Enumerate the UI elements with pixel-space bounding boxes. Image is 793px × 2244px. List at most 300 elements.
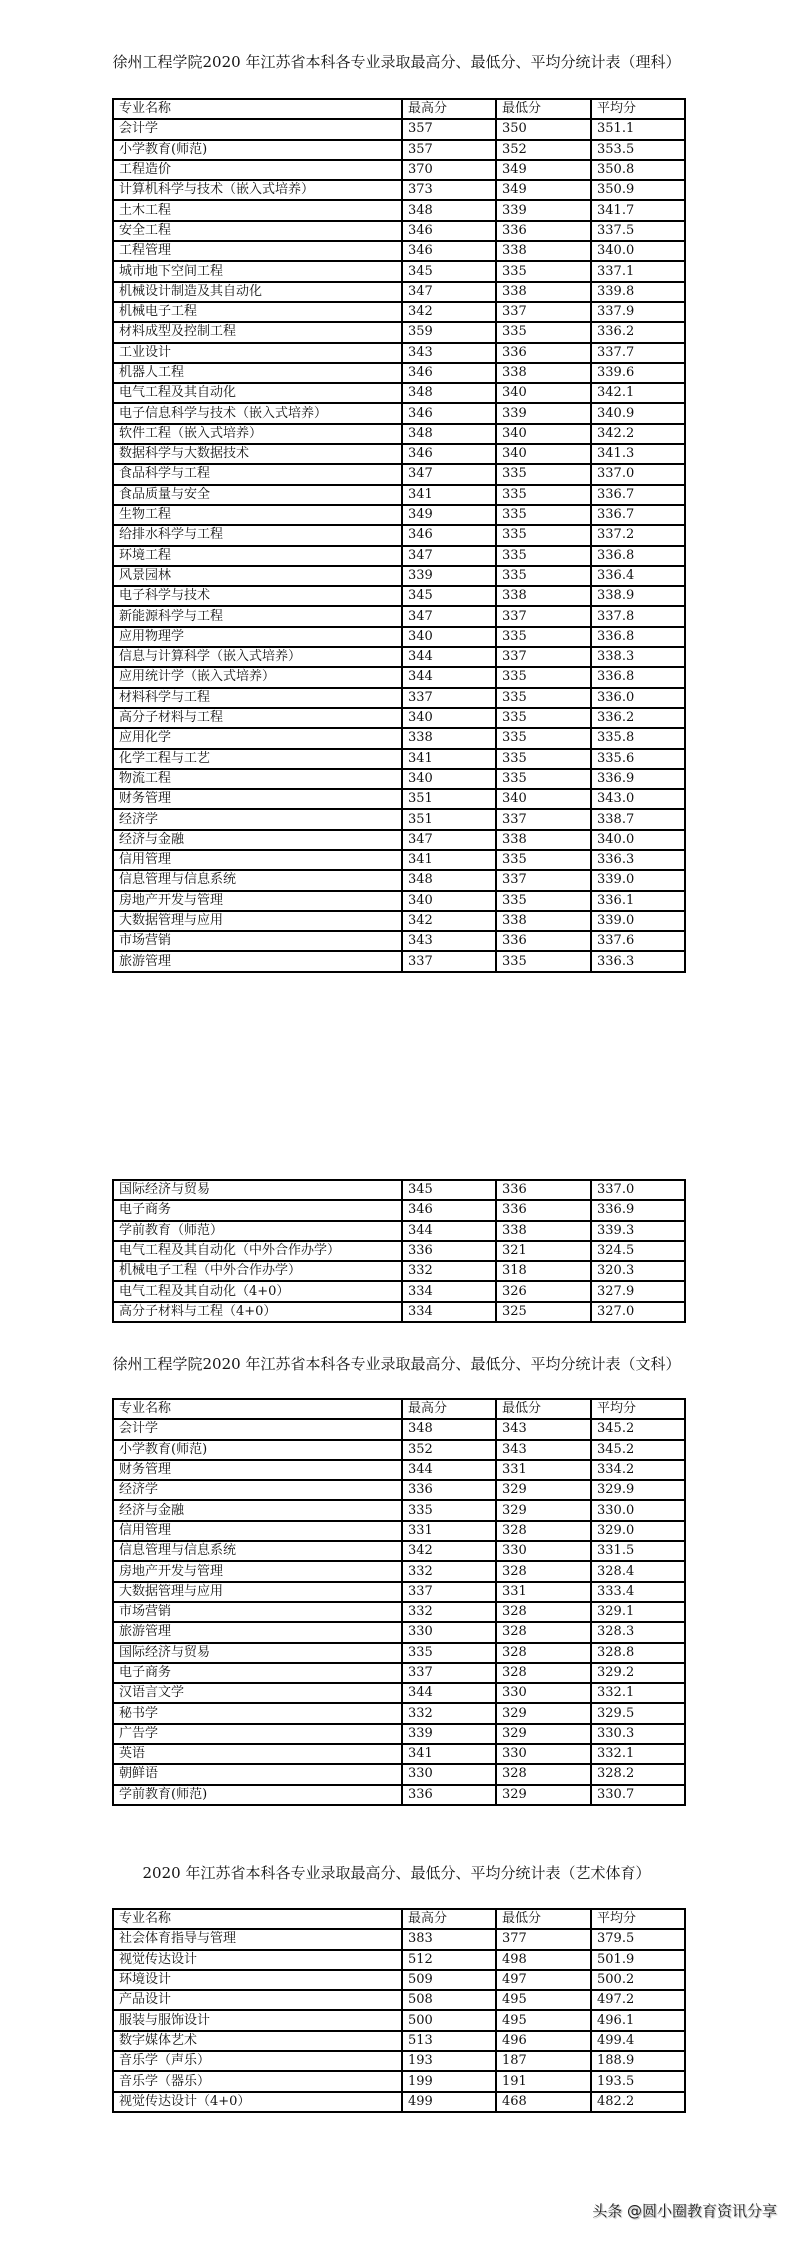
avg-score-cell: 328.8 xyxy=(591,1643,685,1663)
min-score-cell: 335 xyxy=(496,627,591,647)
max-score-cell: 346 xyxy=(402,525,496,545)
table-row xyxy=(113,1683,685,1703)
min-score-cell: 495 xyxy=(496,2010,591,2030)
min-score-cell: 335 xyxy=(496,891,591,911)
table-row xyxy=(113,221,685,241)
avg-score-cell: 337.2 xyxy=(591,525,685,545)
major-name-cell: 国际经济与贸易 xyxy=(113,1180,402,1200)
min-score-cell: 468 xyxy=(496,2092,591,2112)
min-score-cell: 326 xyxy=(496,1281,591,1301)
major-name-cell: 食品科学与工程 xyxy=(113,464,402,484)
major-name-cell: 信息与计算科学（嵌入式培养） xyxy=(113,647,402,667)
avg-score-cell: 331.5 xyxy=(591,1541,685,1561)
avg-score-cell: 338.9 xyxy=(591,586,685,606)
major-name-cell: 房地产开发与管理 xyxy=(113,891,402,911)
major-name-cell: 给排水科学与工程 xyxy=(113,525,402,545)
max-score-cell: 383 xyxy=(402,1929,496,1949)
min-score-cell: 338 xyxy=(496,830,591,850)
min-score-cell: 337 xyxy=(496,647,591,667)
avg-score-cell: 336.7 xyxy=(591,505,685,525)
table-row xyxy=(113,2071,685,2091)
table-row xyxy=(113,1500,685,1520)
max-score-cell: 335 xyxy=(402,1643,496,1663)
min-score-cell: 377 xyxy=(496,1929,591,1949)
min-score-cell: 340 xyxy=(496,383,591,403)
table-row xyxy=(113,789,685,809)
avg-score-cell: 337.0 xyxy=(591,1180,685,1200)
max-score-cell: 346 xyxy=(402,444,496,464)
avg-score-cell: 338.7 xyxy=(591,809,685,829)
major-name-cell: 土木工程 xyxy=(113,200,402,220)
table-row xyxy=(113,1200,685,1220)
table-row xyxy=(113,444,685,464)
avg-score-cell: 336.0 xyxy=(591,688,685,708)
max-score-cell: 512 xyxy=(402,1950,496,1970)
min-score-cell: 329 xyxy=(496,1724,591,1744)
table-row xyxy=(113,1929,685,1949)
max-score-cell: 347 xyxy=(402,282,496,302)
avg-score-cell: 327.0 xyxy=(591,1302,685,1322)
min-score-cell: 330 xyxy=(496,1744,591,1764)
avg-score-cell: 335.8 xyxy=(591,728,685,748)
avg-score-cell: 329.2 xyxy=(591,1663,685,1683)
min-score-cell: 352 xyxy=(496,140,591,160)
max-score-cell: 337 xyxy=(402,951,496,971)
max-score-cell: 338 xyxy=(402,728,496,748)
avg-score-cell: 499.4 xyxy=(591,2031,685,2051)
avg-score-cell: 336.8 xyxy=(591,667,685,687)
major-name-cell: 机械电子工程 xyxy=(113,302,402,322)
avg-score-cell: 350.8 xyxy=(591,160,685,180)
science-score-table-continued xyxy=(112,1179,686,1323)
table-row xyxy=(113,241,685,261)
major-name-cell: 音乐学（声乐） xyxy=(113,2051,402,2071)
table-row xyxy=(113,911,685,931)
max-score-cell: 336 xyxy=(402,1480,496,1500)
avg-score-cell: 320.3 xyxy=(591,1261,685,1281)
min-score-cell: 340 xyxy=(496,424,591,444)
column-header: 最高分 xyxy=(402,1399,496,1419)
max-score-cell: 332 xyxy=(402,1602,496,1622)
max-score-cell: 334 xyxy=(402,1281,496,1301)
min-score-cell: 335 xyxy=(496,505,591,525)
avg-score-cell: 329.1 xyxy=(591,1602,685,1622)
min-score-cell: 338 xyxy=(496,241,591,261)
major-name-cell: 电子科学与技术 xyxy=(113,586,402,606)
major-name-cell: 信息管理与信息系统 xyxy=(113,1541,402,1561)
max-score-cell: 347 xyxy=(402,546,496,566)
table-row xyxy=(113,1302,685,1322)
max-score-cell: 337 xyxy=(402,1582,496,1602)
avg-score-cell: 341.7 xyxy=(591,200,685,220)
min-score-cell: 329 xyxy=(496,1785,591,1805)
max-score-cell: 344 xyxy=(402,1221,496,1241)
max-score-cell: 193 xyxy=(402,2051,496,2071)
major-name-cell: 旅游管理 xyxy=(113,1622,402,1642)
min-score-cell: 321 xyxy=(496,1241,591,1261)
max-score-cell: 331 xyxy=(402,1521,496,1541)
table-row xyxy=(113,627,685,647)
min-score-cell: 335 xyxy=(496,485,591,505)
min-score-cell: 337 xyxy=(496,809,591,829)
major-name-cell: 计算机科学与技术（嵌入式培养） xyxy=(113,180,402,200)
max-score-cell: 334 xyxy=(402,1302,496,1322)
avg-score-cell: 342.1 xyxy=(591,383,685,403)
table-header-row xyxy=(113,99,685,119)
max-score-cell: 336 xyxy=(402,1785,496,1805)
major-name-cell: 社会体育指导与管理 xyxy=(113,1929,402,1949)
max-score-cell: 335 xyxy=(402,1500,496,1520)
table-row xyxy=(113,1561,685,1581)
max-score-cell: 349 xyxy=(402,505,496,525)
table-row xyxy=(113,1785,685,1805)
avg-score-cell: 328.2 xyxy=(591,1764,685,1784)
max-score-cell: 346 xyxy=(402,403,496,423)
avg-score-cell: 497.2 xyxy=(591,1990,685,2010)
avg-score-cell: 336.8 xyxy=(591,627,685,647)
max-score-cell: 330 xyxy=(402,1622,496,1642)
min-score-cell: 338 xyxy=(496,363,591,383)
max-score-cell: 347 xyxy=(402,830,496,850)
max-score-cell: 341 xyxy=(402,850,496,870)
max-score-cell: 339 xyxy=(402,566,496,586)
min-score-cell: 497 xyxy=(496,1970,591,1990)
major-name-cell: 机械设计制造及其自动化 xyxy=(113,282,402,302)
min-score-cell: 350 xyxy=(496,119,591,139)
max-score-cell: 345 xyxy=(402,1180,496,1200)
table-row xyxy=(113,769,685,789)
avg-score-cell: 338.3 xyxy=(591,647,685,667)
avg-score-cell: 336.9 xyxy=(591,769,685,789)
min-score-cell: 335 xyxy=(496,688,591,708)
max-score-cell: 352 xyxy=(402,1440,496,1460)
table-row xyxy=(113,282,685,302)
min-score-cell: 330 xyxy=(496,1541,591,1561)
major-name-cell: 经济学 xyxy=(113,1480,402,1500)
major-name-cell: 物流工程 xyxy=(113,769,402,789)
major-name-cell: 工程造价 xyxy=(113,160,402,180)
avg-score-cell: 329.0 xyxy=(591,1521,685,1541)
avg-score-cell: 482.2 xyxy=(591,2092,685,2112)
avg-score-cell: 336.4 xyxy=(591,566,685,586)
major-name-cell: 风景园林 xyxy=(113,566,402,586)
min-score-cell: 335 xyxy=(496,728,591,748)
major-name-cell: 经济与金融 xyxy=(113,830,402,850)
max-score-cell: 337 xyxy=(402,1663,496,1683)
table-row xyxy=(113,1724,685,1744)
avg-score-cell: 330.3 xyxy=(591,1724,685,1744)
min-score-cell: 340 xyxy=(496,789,591,809)
major-name-cell: 工业设计 xyxy=(113,343,402,363)
max-score-cell: 346 xyxy=(402,221,496,241)
max-score-cell: 342 xyxy=(402,302,496,322)
table-row xyxy=(113,261,685,281)
major-name-cell: 会计学 xyxy=(113,119,402,139)
min-score-cell: 331 xyxy=(496,1582,591,1602)
major-name-cell: 应用化学 xyxy=(113,728,402,748)
table-row xyxy=(113,606,685,626)
avg-score-cell: 353.5 xyxy=(591,140,685,160)
table-row xyxy=(113,1480,685,1500)
max-score-cell: 341 xyxy=(402,1744,496,1764)
avg-score-cell: 336.8 xyxy=(591,546,685,566)
min-score-cell: 335 xyxy=(496,708,591,728)
min-score-cell: 338 xyxy=(496,586,591,606)
avg-score-cell: 340.0 xyxy=(591,241,685,261)
max-score-cell: 357 xyxy=(402,140,496,160)
min-score-cell: 337 xyxy=(496,870,591,890)
table-row xyxy=(113,647,685,667)
max-score-cell: 348 xyxy=(402,424,496,444)
table-row xyxy=(113,1643,685,1663)
max-score-cell: 342 xyxy=(402,1541,496,1561)
major-name-cell: 数据科学与大数据技术 xyxy=(113,444,402,464)
major-name-cell: 高分子材料与工程 xyxy=(113,708,402,728)
max-score-cell: 332 xyxy=(402,1703,496,1723)
table-row xyxy=(113,1281,685,1301)
avg-score-cell: 337.7 xyxy=(591,343,685,363)
avg-score-cell: 334.2 xyxy=(591,1460,685,1480)
table-row xyxy=(113,1744,685,1764)
max-score-cell: 342 xyxy=(402,911,496,931)
min-score-cell: 329 xyxy=(496,1500,591,1520)
major-name-cell: 环境工程 xyxy=(113,546,402,566)
min-score-cell: 328 xyxy=(496,1764,591,1784)
avg-score-cell: 345.2 xyxy=(591,1440,685,1460)
table-row xyxy=(113,2031,685,2051)
major-name-cell: 安全工程 xyxy=(113,221,402,241)
major-name-cell: 电气工程及其自动化（4+0） xyxy=(113,1281,402,1301)
min-score-cell: 337 xyxy=(496,606,591,626)
table-row xyxy=(113,525,685,545)
avg-score-cell: 332.1 xyxy=(591,1683,685,1703)
avg-score-cell: 329.5 xyxy=(591,1703,685,1723)
max-score-cell: 340 xyxy=(402,708,496,728)
avg-score-cell: 328.4 xyxy=(591,1561,685,1581)
major-name-cell: 食品质量与安全 xyxy=(113,485,402,505)
max-score-cell: 343 xyxy=(402,343,496,363)
avg-score-cell: 379.5 xyxy=(591,1929,685,1949)
liberal-arts-score-table xyxy=(112,1398,686,1806)
table-row xyxy=(113,1460,685,1480)
table-row xyxy=(113,1950,685,1970)
table-row xyxy=(113,870,685,890)
avg-score-cell: 350.9 xyxy=(591,180,685,200)
table-row xyxy=(113,830,685,850)
avg-score-cell: 340.9 xyxy=(591,403,685,423)
max-score-cell: 344 xyxy=(402,1460,496,1480)
science-table-title: 徐州工程学院2020 年江苏省本科各专业录取最高分、最低分、平均分统计表（理科） xyxy=(112,53,681,71)
max-score-cell: 337 xyxy=(402,688,496,708)
major-name-cell: 音乐学（器乐） xyxy=(113,2071,402,2091)
table-header-row xyxy=(113,1399,685,1419)
major-name-cell: 旅游管理 xyxy=(113,951,402,971)
table-row xyxy=(113,708,685,728)
major-name-cell: 环境设计 xyxy=(113,1970,402,1990)
max-score-cell: 344 xyxy=(402,1683,496,1703)
table-row xyxy=(113,546,685,566)
avg-score-cell: 339.0 xyxy=(591,911,685,931)
major-name-cell: 学前教育（师范） xyxy=(113,1221,402,1241)
max-score-cell: 347 xyxy=(402,606,496,626)
max-score-cell: 359 xyxy=(402,322,496,342)
table-row xyxy=(113,2051,685,2071)
column-header: 最低分 xyxy=(496,1909,591,1929)
major-name-cell: 财务管理 xyxy=(113,1460,402,1480)
min-score-cell: 335 xyxy=(496,749,591,769)
avg-score-cell: 500.2 xyxy=(591,1970,685,1990)
max-score-cell: 499 xyxy=(402,2092,496,2112)
major-name-cell: 汉语言文学 xyxy=(113,1683,402,1703)
max-score-cell: 346 xyxy=(402,241,496,261)
table-row xyxy=(113,403,685,423)
major-name-cell: 信用管理 xyxy=(113,1521,402,1541)
min-score-cell: 339 xyxy=(496,403,591,423)
liberal-arts-table-title: 徐州工程学院2020 年江苏省本科各专业录取最高分、最低分、平均分统计表（文科） xyxy=(112,1355,681,1373)
min-score-cell: 338 xyxy=(496,1221,591,1241)
column-header: 最低分 xyxy=(496,1399,591,1419)
min-score-cell: 335 xyxy=(496,464,591,484)
table-row xyxy=(113,667,685,687)
major-name-cell: 经济学 xyxy=(113,809,402,829)
major-name-cell: 秘书学 xyxy=(113,1703,402,1723)
major-name-cell: 财务管理 xyxy=(113,789,402,809)
table-row xyxy=(113,951,685,971)
max-score-cell: 199 xyxy=(402,2071,496,2091)
min-score-cell: 349 xyxy=(496,160,591,180)
table-row xyxy=(113,1582,685,1602)
table-row xyxy=(113,1241,685,1261)
avg-score-cell: 339.8 xyxy=(591,282,685,302)
table-row xyxy=(113,688,685,708)
min-score-cell: 331 xyxy=(496,1460,591,1480)
table-row xyxy=(113,505,685,525)
max-score-cell: 340 xyxy=(402,769,496,789)
avg-score-cell: 340.0 xyxy=(591,830,685,850)
avg-score-cell: 333.4 xyxy=(591,1582,685,1602)
column-header: 专业名称 xyxy=(113,1399,402,1419)
table-row xyxy=(113,1261,685,1281)
avg-score-cell: 336.3 xyxy=(591,951,685,971)
max-score-cell: 346 xyxy=(402,363,496,383)
table-row xyxy=(113,363,685,383)
table-row xyxy=(113,1703,685,1723)
avg-score-cell: 337.8 xyxy=(591,606,685,626)
major-name-cell: 电气工程及其自动化 xyxy=(113,383,402,403)
science-score-table xyxy=(112,98,686,973)
min-score-cell: 498 xyxy=(496,1950,591,1970)
min-score-cell: 349 xyxy=(496,180,591,200)
min-score-cell: 336 xyxy=(496,343,591,363)
min-score-cell: 325 xyxy=(496,1302,591,1322)
min-score-cell: 339 xyxy=(496,200,591,220)
max-score-cell: 341 xyxy=(402,749,496,769)
table-row xyxy=(113,1419,685,1439)
major-name-cell: 数字媒体艺术 xyxy=(113,2031,402,2051)
arts-sports-table-title: 2020 年江苏省本科各专业录取最高分、最低分、平均分统计表（艺术体育） xyxy=(142,1864,651,1882)
table-row xyxy=(113,1764,685,1784)
table-row xyxy=(113,200,685,220)
avg-score-cell: 336.2 xyxy=(591,322,685,342)
max-score-cell: 348 xyxy=(402,200,496,220)
avg-score-cell: 327.9 xyxy=(591,1281,685,1301)
avg-score-cell: 342.2 xyxy=(591,424,685,444)
avg-score-cell: 341.3 xyxy=(591,444,685,464)
major-name-cell: 学前教育(师范) xyxy=(113,1785,402,1805)
table-row xyxy=(113,424,685,444)
min-score-cell: 335 xyxy=(496,546,591,566)
major-name-cell: 生物工程 xyxy=(113,505,402,525)
avg-score-cell: 328.3 xyxy=(591,1622,685,1642)
min-score-cell: 187 xyxy=(496,2051,591,2071)
avg-score-cell: 336.9 xyxy=(591,1200,685,1220)
min-score-cell: 335 xyxy=(496,261,591,281)
max-score-cell: 332 xyxy=(402,1261,496,1281)
major-name-cell: 视觉传达设计 xyxy=(113,1950,402,1970)
min-score-cell: 335 xyxy=(496,566,591,586)
min-score-cell: 338 xyxy=(496,911,591,931)
min-score-cell: 335 xyxy=(496,525,591,545)
max-score-cell: 351 xyxy=(402,809,496,829)
min-score-cell: 329 xyxy=(496,1480,591,1500)
major-name-cell: 英语 xyxy=(113,1744,402,1764)
table-row xyxy=(113,1602,685,1622)
avg-score-cell: 336.1 xyxy=(591,891,685,911)
major-name-cell: 经济与金融 xyxy=(113,1500,402,1520)
column-header: 最高分 xyxy=(402,99,496,119)
table-row xyxy=(113,180,685,200)
column-header: 平均分 xyxy=(591,1399,685,1419)
column-header: 最高分 xyxy=(402,1909,496,1929)
avg-score-cell: 329.9 xyxy=(591,1480,685,1500)
avg-score-cell: 193.5 xyxy=(591,2071,685,2091)
table-row xyxy=(113,566,685,586)
max-score-cell: 508 xyxy=(402,1990,496,2010)
major-name-cell: 信息管理与信息系统 xyxy=(113,870,402,890)
max-score-cell: 357 xyxy=(402,119,496,139)
major-name-cell: 化学工程与工艺 xyxy=(113,749,402,769)
major-name-cell: 工程管理 xyxy=(113,241,402,261)
major-name-cell: 高分子材料与工程（4+0） xyxy=(113,1302,402,1322)
min-score-cell: 335 xyxy=(496,951,591,971)
table-row xyxy=(113,1521,685,1541)
avg-score-cell: 345.2 xyxy=(591,1419,685,1439)
max-score-cell: 345 xyxy=(402,586,496,606)
max-score-cell: 330 xyxy=(402,1764,496,1784)
major-name-cell: 国际经济与贸易 xyxy=(113,1643,402,1663)
major-name-cell: 材料成型及控制工程 xyxy=(113,322,402,342)
major-name-cell: 会计学 xyxy=(113,1419,402,1439)
max-score-cell: 351 xyxy=(402,789,496,809)
avg-score-cell: 337.5 xyxy=(591,221,685,241)
max-score-cell: 341 xyxy=(402,485,496,505)
table-row xyxy=(113,2092,685,2112)
max-score-cell: 339 xyxy=(402,1724,496,1744)
avg-score-cell: 337.1 xyxy=(591,261,685,281)
avg-score-cell: 339.3 xyxy=(591,1221,685,1241)
column-header: 最低分 xyxy=(496,99,591,119)
avg-score-cell: 339.0 xyxy=(591,870,685,890)
avg-score-cell: 330.7 xyxy=(591,1785,685,1805)
max-score-cell: 373 xyxy=(402,180,496,200)
max-score-cell: 500 xyxy=(402,2010,496,2030)
avg-score-cell: 337.9 xyxy=(591,302,685,322)
table-row xyxy=(113,383,685,403)
min-score-cell: 338 xyxy=(496,282,591,302)
table-row xyxy=(113,1970,685,1990)
table-row xyxy=(113,302,685,322)
table-row xyxy=(113,1221,685,1241)
